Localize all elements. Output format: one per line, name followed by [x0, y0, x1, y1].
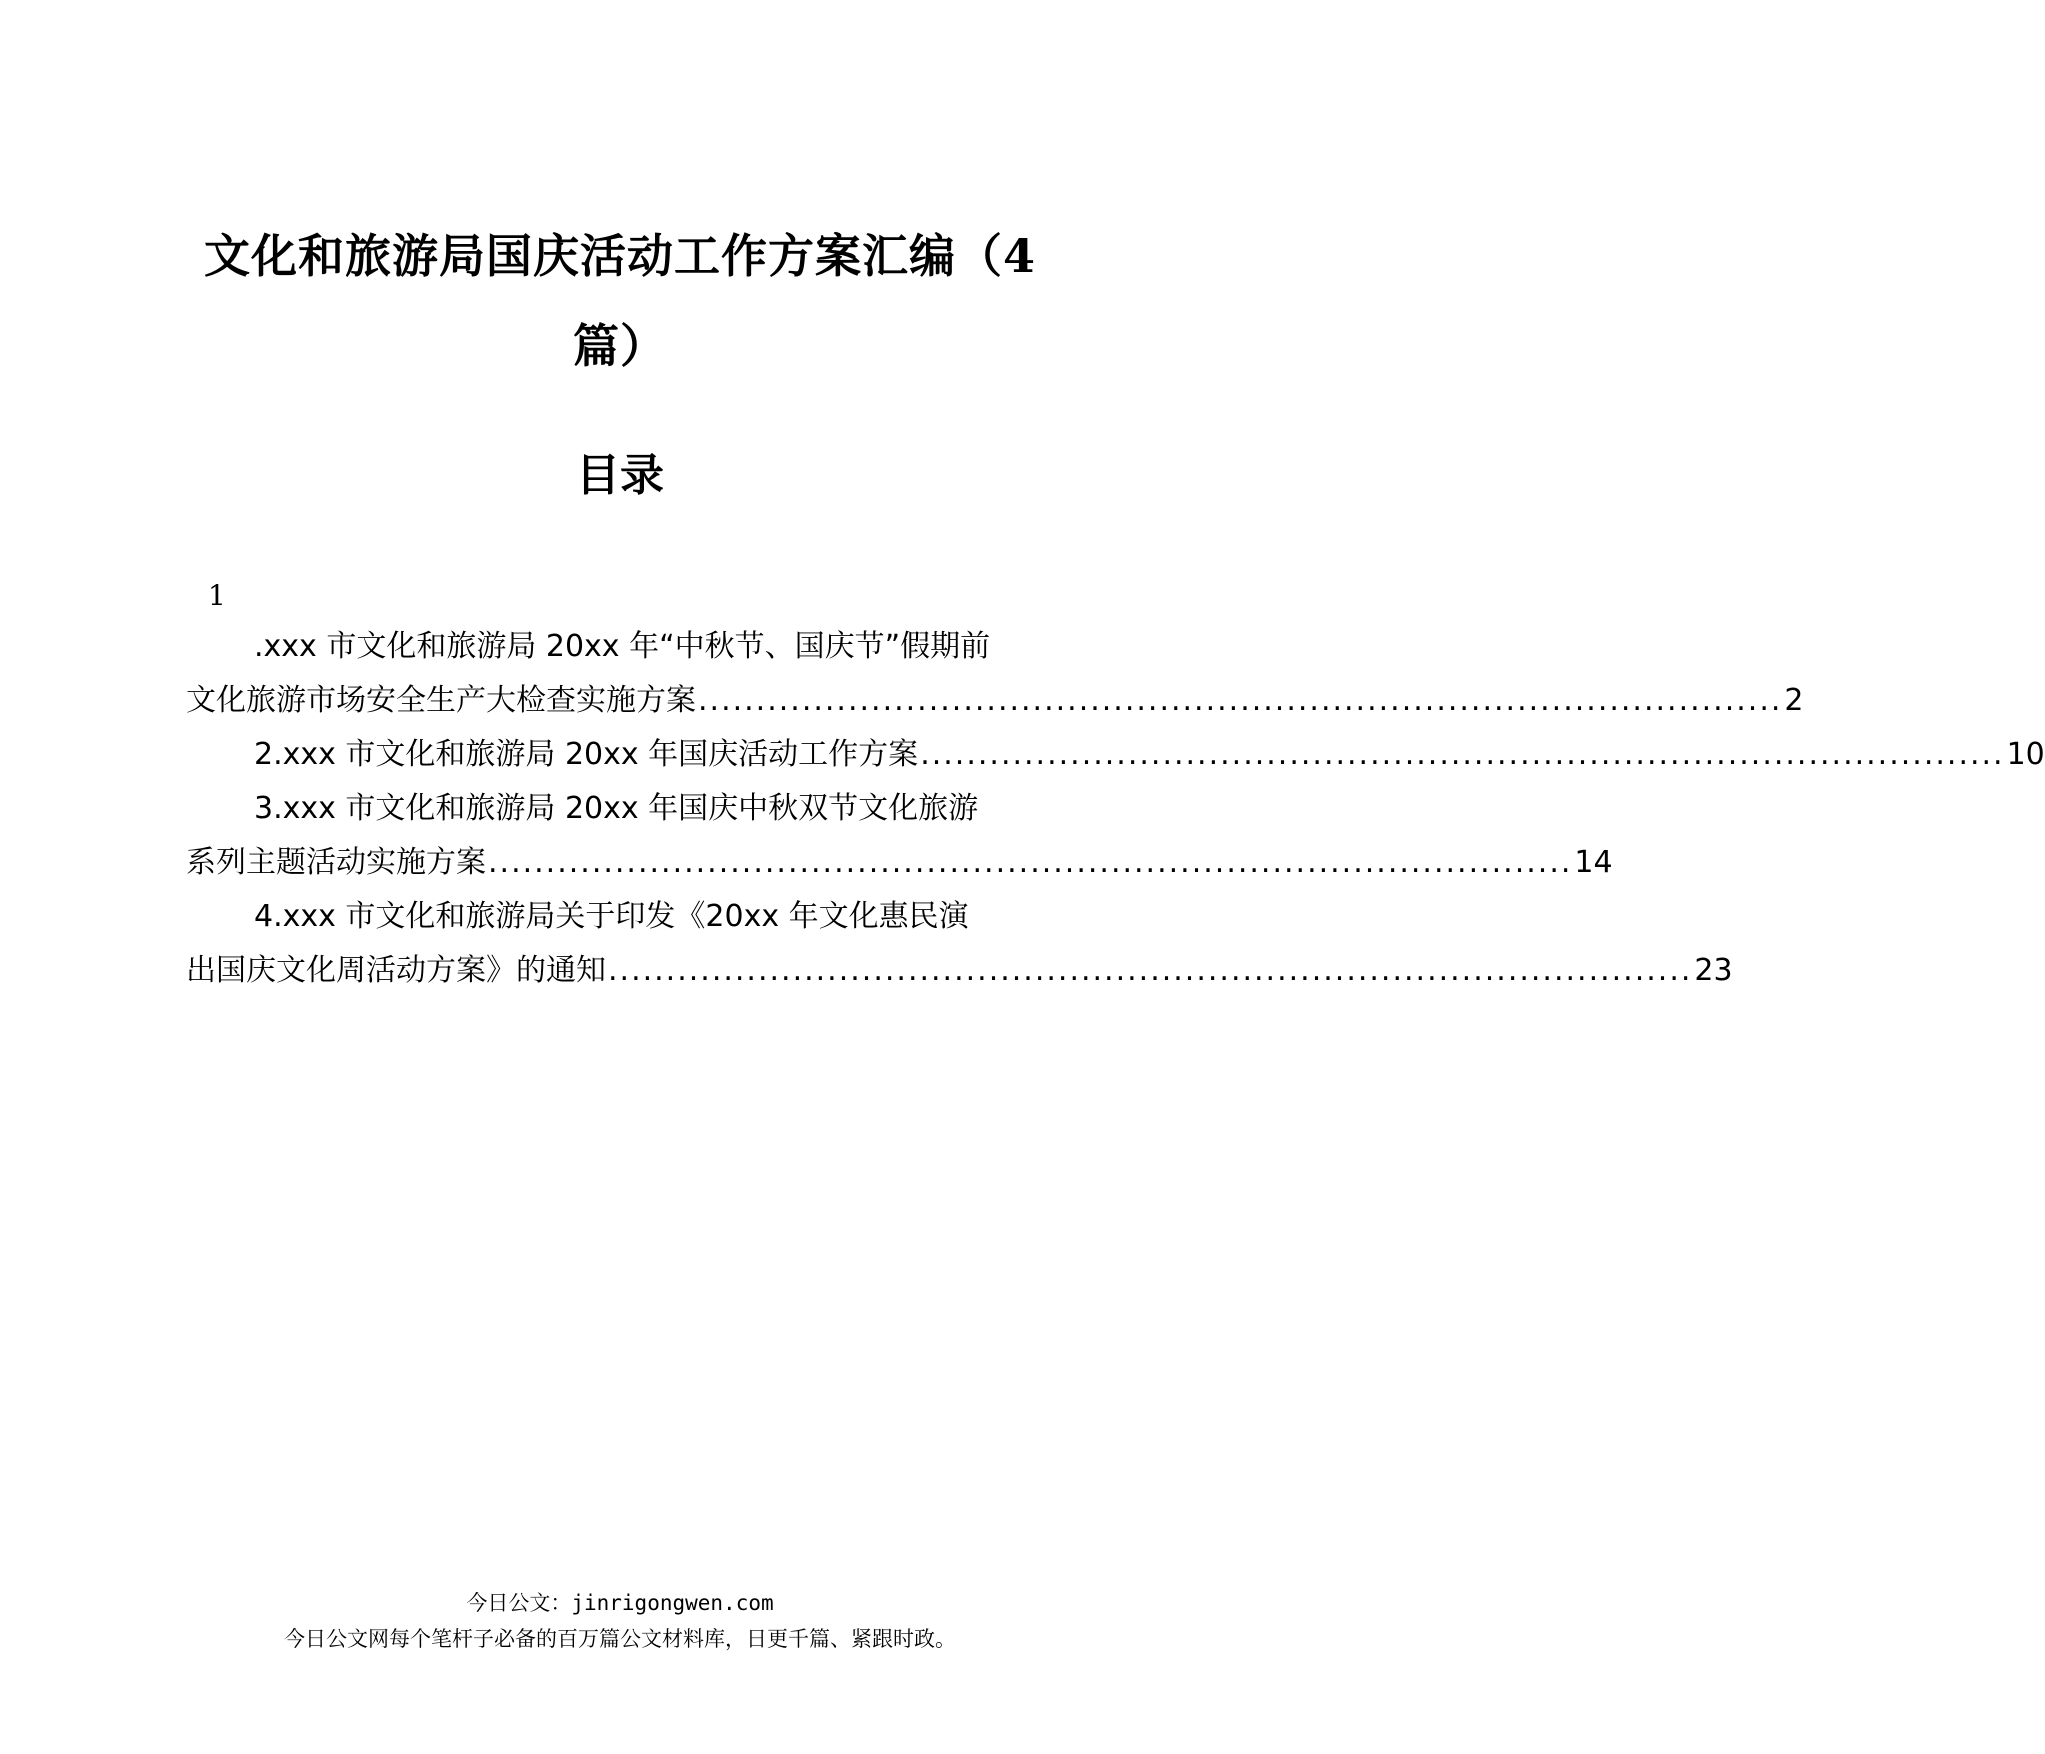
toc-entry-3-text-1: 3.xxx 市文化和旅游局 20xx 年国庆中秋双节文化旅游	[254, 791, 979, 826]
footer-site-link[interactable]: jinrigongwen.com	[571, 1591, 774, 1615]
toc-entry-2-line-1[interactable]	[186, 728, 2045, 782]
table-of-contents	[186, 620, 2045, 998]
toc-entry-1-line-1[interactable]	[186, 620, 1054, 674]
toc-leader-dots: ..............................................................................................	[608, 953, 1693, 988]
toc-entry-4-line-2[interactable]	[186, 944, 1733, 998]
document-title-line-2: 篇）	[573, 319, 667, 373]
toc-entry-4-page: 23	[1694, 953, 1733, 988]
toc-number-marker: 1	[208, 579, 226, 612]
document-title-line-1: 文化和旅游局国庆活动工作方案汇编（4	[203, 229, 1036, 283]
toc-entry-3-line-2[interactable]	[186, 836, 1613, 890]
toc-entry-4-text-1: 4.xxx 市文化和旅游局关于印发《20xx 年文化惠民演	[254, 899, 969, 934]
footer-site-label: 今日公文：	[466, 1591, 572, 1615]
toc-entry-2-text-1: 2.xxx 市文化和旅游局 20xx 年国庆活动工作方案	[254, 737, 919, 772]
toc-leader-dots: ..............................................................................................	[920, 737, 2005, 772]
toc-entry-3-page: 14	[1574, 845, 1613, 880]
toc-heading: 目录	[576, 450, 664, 501]
toc-entry-4-line-1[interactable]	[186, 890, 1054, 944]
footer-tagline: 今日公文网每个笔杆子必备的百万篇公文材料库，日更千篇、紧跟时政。	[284, 1627, 956, 1651]
toc-entry-3-line-1[interactable]	[186, 782, 1054, 836]
toc-entry-1-text-1: .xxx 市文化和旅游局 20xx 年“中秋节、国庆节”假期前	[254, 629, 991, 664]
footer-site-line	[0, 1588, 1240, 1618]
toc-entry-1-text-2: 文化旅游市场安全生产大检查实施方案	[186, 683, 696, 718]
toc-entry-2-page: 10	[2006, 737, 2045, 772]
toc-leader-dots: ..............................................................................................	[698, 683, 1783, 718]
toc-entry-1-page: 2	[1784, 683, 1804, 718]
toc-leader-dots: ..............................................................................................	[488, 845, 1573, 880]
toc-entry-1-line-2[interactable]	[186, 674, 1804, 728]
toc-entry-4-text-2: 出国庆文化周活动方案》的通知	[186, 953, 606, 988]
toc-entry-3-text-2: 系列主题活动实施方案	[186, 845, 486, 880]
